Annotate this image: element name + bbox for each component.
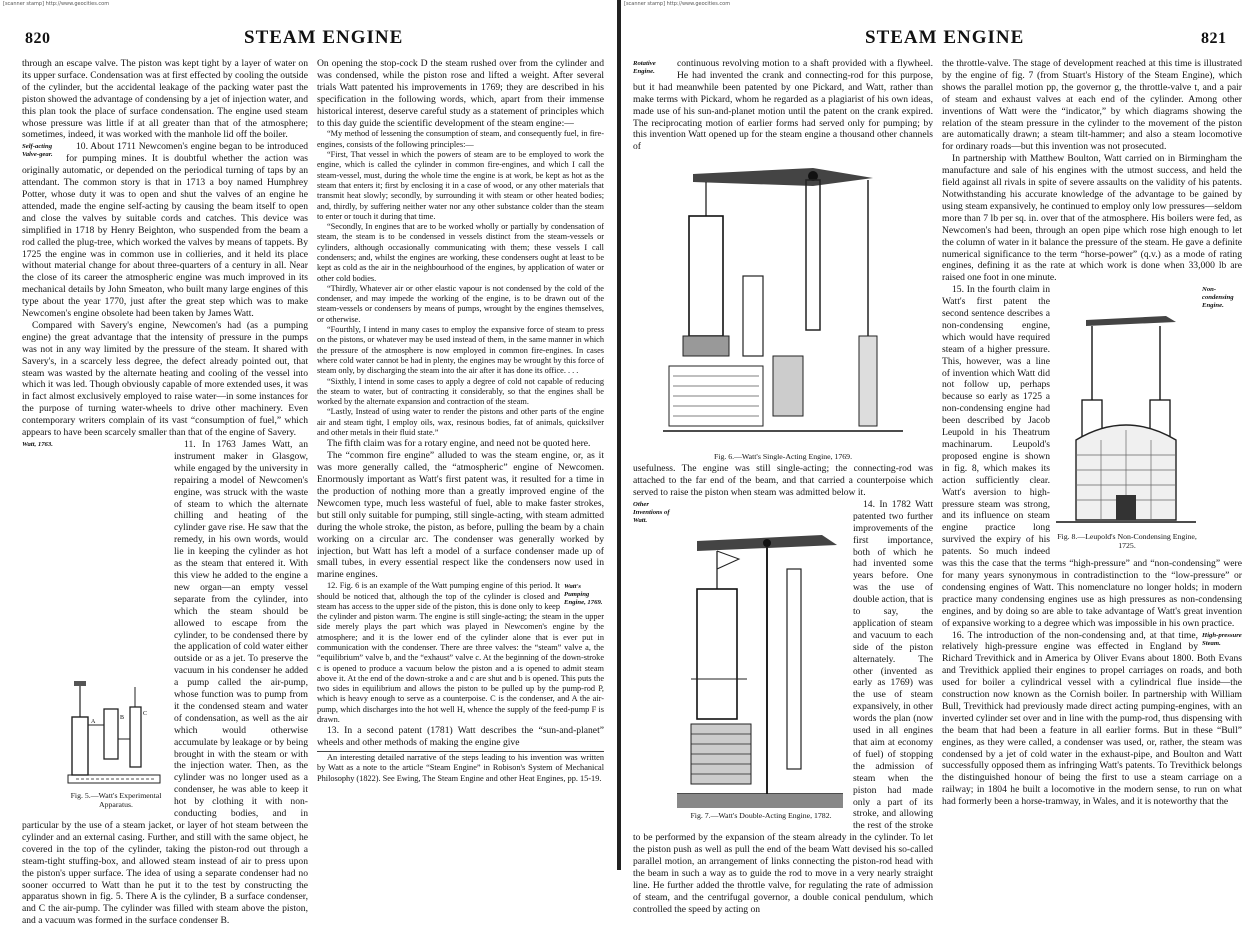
- page-number: 820: [25, 30, 51, 47]
- running-title: STEAM ENGINE: [865, 27, 1025, 48]
- scan-stamp: [scanner stamp] http://www.geocities.com: [624, 1, 731, 7]
- side-note: Rotative Engine.: [633, 60, 656, 75]
- figure-caption: Fig. 6.—Watt's Single-Acting Engine, 1769.: [713, 452, 853, 462]
- side-note: Non-condensing Engine.: [1202, 286, 1234, 310]
- figure-6: [633, 156, 933, 461]
- paragraph: 11. In 1763 James Watt, an instrument maker in Glasgow, while engaged by the university in repairing a model of Newcomen's engine, was struck with the waste of steam to which the alternate chilling and heating of the cylinder gave rise. He saw that the remedy, in his own words, would lie in keeping the cylinder as hot as the steam that entered it. With this view he added to the engine a new organ—an empty vessel separate from the cylinder, into which the steam should be allowed to escape from the cylinder, to be condensed there by the application of cold water either outside or as a jet. To preserve the vacuum in his condenser he added a pump called the air-pump, whose function was to pump from it the condensed steam and water of condensation, as well as the air which would otherwise accumulate by leakage or by being brought in with the steam or with the injection water. Then, as the cylinder was no longer used as a condenser, he was able to keep it hot by clothing it with non-conducting bodies, and in particular by the use of a steam jacket, or layer of hot steam between the cylinder and an external casing. Further, and still with the same object, he covered in the top of the cylinder, taking the piston-rod out through a steam-tight stuffing-box, and allowed steam instead of air to press upon the piston's upper surface. The idea of using a separate condenser had no sooner occurred to Watt than he put it to the test by constructing the apparatus shown in fig. 5. There A is the cylinder, B a surface condenser, and C the air-pump. The cylinder was filled with steam above the piston, and a vacuum was formed in the surface condenser B.: [22, 439, 308, 927]
- paragraph: 15. In the fourth claim in Watt's first patent the second sentence describes a non-condensing engine, which would have required steam of a higher pressure. This, however, was a line of invention which Watt did not follow up, perhaps because so early as 1725 a non-condensing engine had been described by Jacob Leupold in his Theatrum machinarum. Leupold's proposed engine is shown in fig. 8, which makes its action sufficiently clear. Watt's aversion to high-pressure steam was strong, and its influence on steam engine practice long survived the expiry of his patents. So much indeed was this the case that the terms “high-pressure” and “non-condensing” were for many years synonymous in contradistinction to the “low-pressure” or condensing engines of Watt. This nomenclature no longer holds; in modern practice many condensing engines use as high pressures as non-condensing engines, and by doing so are able to take advantage of Watt's great invention of expansive working to a degree which was impossible in his own practice.: [942, 284, 1242, 629]
- figure-caption: Fig. 5.—Watt's Experimental Apparatus.: [70, 791, 162, 809]
- footnote: An interesting detailed narrative of the steps leading to his invention was written by Watt as a note to the article “Steam Engine” in Robison's System of Mechanical Philosophy (1822). See Ewing, The Steam Engine and other Heat Engines, pp. 15-19.: [317, 753, 604, 783]
- watt-double-acting-engine-illustration: [677, 529, 843, 809]
- side-note: Self-acting Valve-gear.: [22, 143, 53, 159]
- paragraph: the throttle-valve. The stage of development reached at this time is illustrated by the engine of fig. 7 (from Stuart's History of the Steam Engine), which shows the parallel motion pp, the governor g, the throttle-valve t, and a pair of steam and exhaust valves at each end of the cylinder. Among other inventions of Watt were the “indicator,” by which diagrams showing the relation of the steam pressure in the cylinder to the movement of the piston are automatically drawn; a steam tilt-hammer; and also a steam locomotive for ordinary roads—but this invention was not prosecuted.: [942, 58, 1242, 153]
- scan-stamp: [scanner stamp] http://www.geocities.com: [3, 1, 110, 7]
- right-column-2: [942, 58, 1242, 866]
- paragraph: 16. The introduction of the non-condensing and, at that time, relatively high-pressure engine was effected in England by Richard Trevithick and in America by Oliver Evans about 1800. Both Evans and Trevithick applied their engines to propel carriages on roads, and both used for boiler a cylindrical vessel with a cylindrical flue inside—the construction now known as the Cornish boiler. In partnership with William Bull, Trevithick had previously made direct acting pumping-engines, with an inverted cylinder set over and in line with the pump-rod, thus dispensing with the beam that had been a feature in all earlier forms. But in these “Bull” engines, as they were called, a condenser was used, or, rather, the steam was condensed by a jet of cold water in the exhaust-pipe, and Boulton and Watt successfully opposed them as infringing Watt's patents. To Trevithick belongs the distinguished honour of being the first to use a steam carriage on a railway; in 1804 he built a locomotive in the modern sense, to run on what had formerly been a horse-tramway, in Wales, and it is noteworthy that the: [942, 629, 1242, 808]
- figure-5: [66, 679, 166, 809]
- quotation: “Sixthly, I intend in some cases to apply a degree of cold not capable of reducing the steam to water, but of contracting it considerably, so that the engines shall be worked by the alternate expansion and contraction of the steam.: [317, 376, 604, 407]
- paragraph: 10. About 1711 Newcomen's engine began to be introduced for pumping mines. It is doubtful whether the action was originally automatic, or depended on the periodical turning of taps by an attendant. The common story is that in 1713 a boy named Humphrey Potter, whose duty it was to open and shut the valves of an engine he attended, made the engine self-acting by causing the beam itself to open and close the valves by suitable cords and catches. This device was simplified in 1718 by Henry Beighton, who suspended from the beam a rod called the plug-tree, which worked the valves by means of tappets. By 1725 the engine was in common use in collieries, and it held its place without material change for about three-quarters of a century in all. Near the close of its career the atmospheric engine was much improved in its mechanical details by John Smeaton, who built many large engines of this type about the year 1770, just after the great step which was to make Newcomen's engine obsolete had been taken by James Watt.: [22, 141, 308, 320]
- side-note: Other Inventions of Watt.: [633, 500, 670, 524]
- paragraph: usefulness. The engine was still single-acting; the connecting-rod was attached to the far end of the beam, and that carried a counterpoise which served to raise the piston when steam was admitted below it.: [633, 463, 933, 498]
- quotation: “Fourthly, I intend in many cases to employ the expansive force of steam to press on the pistons, or whatever may be used instead of them, in the same manner in which the pressure of the atmosphere is now employed in common fire-engines. In cases where cold water cannot be had in plenty, the engines may be wrought by this force of steam only, by discharging the steam into the air after it has done its office. . . .: [317, 325, 604, 376]
- left-column-1: [22, 58, 309, 927]
- paragraph: 13. In a second patent (1781) Watt describes the “sun-and-planet” wheels and other methods of making the engine give: [317, 725, 604, 749]
- figure-8: [1056, 310, 1198, 550]
- figure-caption: Fig. 8.—Leupold's Non-Condensing Engine, 1725.: [1057, 532, 1197, 551]
- paragraph: In partnership with Matthew Boulton, Watt carried on in Birmingham the manufacture and sale of his engines with the utmost success, and held the field against all rivals in spite of severe assaults on the validity of his patents. Notwithstanding his accurate knowledge of the advantage to be gained by using steam expansively, he continued to employ only low pressures—seldom more than 7 lb per sq. in. over that of the atmosphere. His boilers were fed, as Newcomen's had been, through an open pipe which rose high enough to let the column of water in it balance the pressure of the steam. He gave a definite numerical significance to the term “horse-power” (q.v.) as a mode of rating engines, defining it as the rate at which work is done when 33,000 lb are raised one foot in one minute.: [942, 153, 1242, 284]
- side-note: Watt, 1763.: [22, 441, 53, 448]
- right-column-1: [633, 58, 933, 915]
- left-page: [0, 0, 617, 927]
- paragraph: The fifth claim was for a rotary engine, and need not be quoted here.: [327, 438, 591, 450]
- quotation: “Thirdly, Whatever air or other elastic vapour is not condensed by the cold of the condenser, and may impede the working of the engine, is to be drawn out of the steam-vessels or condensers by means of pumps, wrought by the engines themselves, or otherwise.: [317, 283, 604, 324]
- watt-single-acting-engine-illustration: [663, 156, 903, 446]
- paragraph: The “common fire engine” alluded to was the steam engine, or, as it was more generally called, the “atmospheric” engine of Newcomen. Enormously important as Watt's first patent was, it resulted for a time in the production of nothing more than a greatly improved engine of the Newcomen type, much less wasteful of fuel, able to make faster strokes, but still only suitable for pumping, still single-acting, with steam admitted during the whole stroke, the piston, as before, pulling the beam by a chain working on a circular arc. The condenser was generally worked by injection, but Watt has left a model of a surface condenser made up of small tubes, in every essential respect like the condensers now used in marine engines.: [317, 450, 604, 581]
- paragraph: 12. Fig. 6 is an example of the Watt pumping engine of this period. It should be noticed that, although the top of the cylinder is closed and steam has access to the upper side of the piston, this is done only to keep the cylinder and piston warm. The engine is still single-acting; the steam in the upper side merely plays the part which was played in Newcomen's engine by the atmosphere; and it is the lower end of the cylinder alone that is ever put in communication with the condenser. There are three valves: the “steam” valve a, the “equilibrium” valve b, and the “exhaust” valve c. At the beginning of the down-stroke c is opened to produce a vacuum below the piston and a is opened to admit steam above it. At the end of the down-stroke a and c are shut and b is opened. This puts the two sides in equilibrium and allows the piston to be pulled up by the pump-rod P, which is heavy enough to serve as a counterpoise. C is the condenser, and A the air-pump, which discharges into the hot well H, whence the supply of the feed-pump F is drawn.: [317, 581, 604, 725]
- page-number: 821: [1201, 30, 1227, 47]
- paragraph: through an escape valve. The piston was kept tight by a layer of water on its upper surface. Condensation was at first effected by cooling the outside of the cylinder, but the accidental leakage of the packing water past the piston showed the advantage of condensing by a jet of injection water, and this plan took the place of surface condensation. The engine used steam whose pressure was little if at all greater than that of the atmosphere; sometimes, indeed, it was worked with the manhole lid off the boiler.: [22, 58, 309, 141]
- figure-caption: Fig. 7.—Watt's Double-Acting Engine, 1782.: [690, 810, 832, 820]
- paragraph: 14. In 1782 Watt patented two further improvements of the first importance, both of which he had invented some years before. One was the use of double action, that is to say, the application of steam and vacuum to each side of the piston alternately. The other (invented as early as 1769) was the use of steam expansively, in other words the plan (now used in all engines that aim at economy of fuel) of stopping the admission of steam when the piston had made only a part of its stroke, and allowing the rest of the stroke to be performed by the expansion of the steam already in the cylinder. To let the piston push as well as pull the end of the beam Watt devised his so-called parallel motion, an arrangement of links connecting the piston-rod head with the beam in such a way as to guide the rod to move in a very nearly straight line. He further added the throttle valve, for regulating the rate of admission of steam, and the centrifugal governor, a double conical pendulum, which controlled the speed by acting on: [633, 498, 933, 915]
- figure-7: [677, 529, 845, 820]
- paragraph: On opening the stop-cock D the steam rushed over from the cylinder and was condensed, while the piston rose and lifted a weight. After several trials Watt patented his improvements in 1769; they are described in his specification in the following words, which, apart from their immense historical interest, deserve careful study as a statement of principles which to this day guide the scientific development of the steam engine:—: [317, 58, 604, 129]
- side-note: Watt's Pumping Engine, 1769.: [564, 583, 603, 607]
- svg-text:C: C: [143, 711, 148, 717]
- running-title: STEAM ENGINE: [244, 27, 404, 48]
- quotation: “Lastly, Instead of using water to render the pistons and other parts of the engine air and steam tight, I employ oils, wax, resinous bodies, fat of animals, quicksilver and other metals in their fluid state.”: [317, 407, 604, 438]
- paragraph: continuous revolving motion to a shaft provided with a flywheel. He had invented the crank and connecting-rod for this purpose, but it had meanwhile been patented by one Pickard, and Watt, rather than make terms with Pickard, whom he regarded as a plagiarist of his own ideas, made use of his sun-and-planet motion until the patent on the crank expired. The reciprocating motion of earlier forms had served only for pumping; by this invention Watt opened up for the steam engine a thousand other channels of: [633, 58, 933, 153]
- side-note: High-pressure Steam.: [1202, 631, 1242, 647]
- right-page: [621, 0, 1256, 915]
- leupold-non-condensing-engine-illustration: [1056, 310, 1196, 530]
- quotation: “Secondly, In engines that are to be worked wholly or partially by condensation of steam, the steam is to be condensed in vessels distinct from the steam-vessels or cylinders, although occasionally communicating with them; these vessels I call condensers; and, whilst the engines are working, these condensers ought at least to be kept as cold as the air in the neighbourhood of the engines, by application of water or other cold bodies.: [317, 222, 604, 283]
- paragraph: Compared with Savery's engine, Newcomen's had (as a pumping engine) the great advantage that the intensity of pressure in the pumps was not in any way limited by the pressure of the steam. It shared with Savery's, in a scarcely less degree, the defect already pointed out, that steam was wasted by the alternate heating and cooling of the vessel into which it was led. Though obviously capable of more extended uses, it was in fact almost exclusively employed to raise water—in some instances for the purpose of turning water-wheels to drive other machinery. Even contemporary writers complain of its vast “consumption of fuel,” which appears to have been scarcely smaller than that of the engine of Savery.: [22, 319, 308, 439]
- svg-text:A: A: [91, 719, 96, 725]
- quotation: “First, That vessel in which the powers of steam are to be employed to work the engine, which is called the cylinder in common fire-engines, and which I call the steam-vessel, must, during the whole time the engine is at work, be kept as hot as the steam that enters it; first by enclosing it in a case of wood, or any other materials that transmit heat slowly; secondly, by surrounding it with steam or other heated bodies; and, thirdly, by suffering neither water nor any other substance colder than the steam to enter or touch it during that time.: [317, 150, 604, 221]
- watt-experimental-apparatus-illustration: [66, 679, 164, 789]
- left-column-2: [317, 58, 604, 863]
- svg-text:B: B: [120, 715, 125, 721]
- quotation: “My method of lessening the consumption of steam, and consequently fuel, in fire-engines, consists of the following principles:—: [317, 129, 604, 149]
